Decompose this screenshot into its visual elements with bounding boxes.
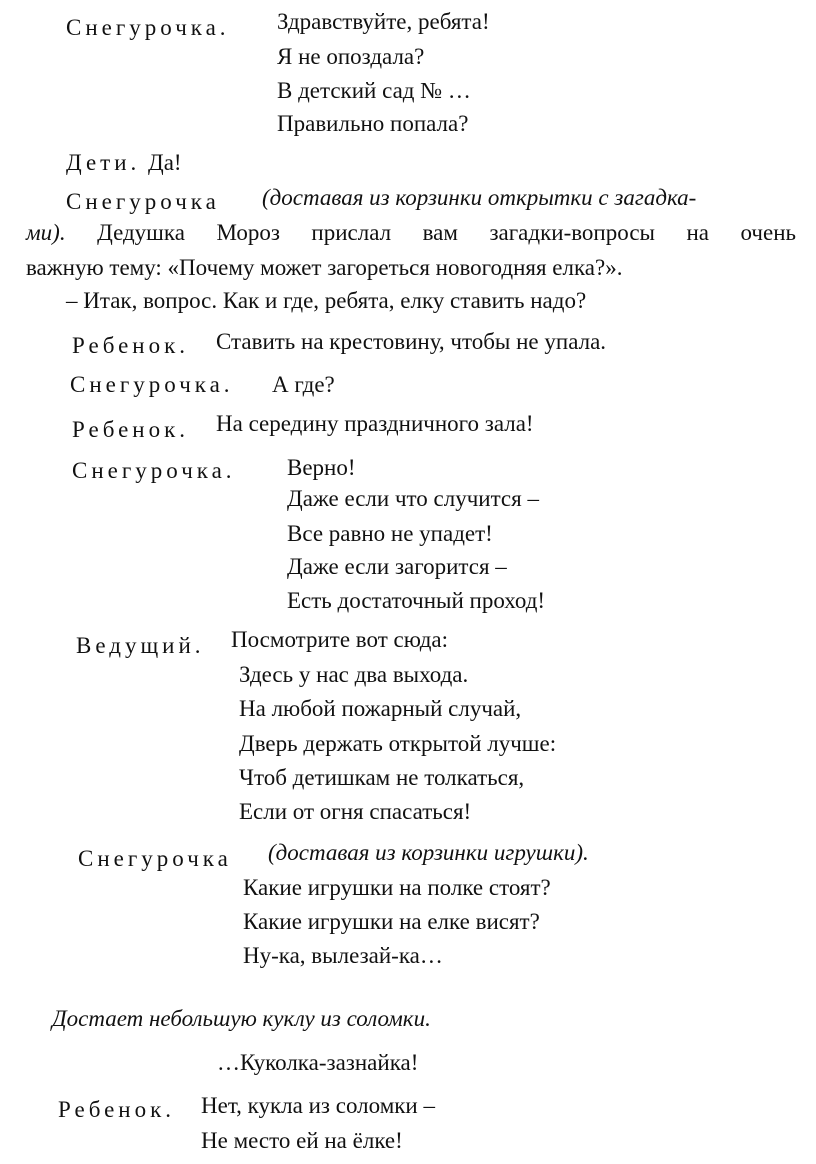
speaker-label: Ведущий. xyxy=(76,633,205,658)
verse-line: Есть достаточный проход! xyxy=(287,588,546,613)
stage-direction: (доставая из корзинки игрушки). xyxy=(268,840,589,865)
verse-line: Какие игрушки на елке висят? xyxy=(243,909,540,934)
verse-line: Я не опоздала? xyxy=(277,44,425,69)
verse-line: Правильно попала? xyxy=(277,111,469,136)
dialogue-text: Дедушка Мороз прислал вам загадки-вопросы на очень xyxy=(97,220,796,245)
verse-line: Верно! xyxy=(287,455,356,480)
verse-line: Нет, кукла из соломки – xyxy=(201,1093,435,1118)
verse-line: Чтоб детишкам не толкаться, xyxy=(239,765,525,790)
paragraph xyxy=(26,221,796,244)
dialogue-text: – Итак, вопрос. Как и где, ребята, елку ставить надо? xyxy=(66,288,587,313)
speaker-label: Снегурочка. xyxy=(70,372,234,397)
stage-direction: Достает небольшую куклу из соломки. xyxy=(52,1006,431,1031)
speaker-label: Снегурочка. xyxy=(72,458,236,483)
stage-direction: (доставая из корзинки открытки с загадка- xyxy=(262,185,697,210)
verse-line: На любой пожарный случай, xyxy=(239,696,522,721)
verse-line: Здравствуйте, ребята! xyxy=(277,9,490,34)
dialogue-text: важную тему: «Почему может загореться новогодняя елка?». xyxy=(26,255,623,280)
verse-line: Какие игрушки на полке стоят? xyxy=(243,875,551,900)
speaker-label: Снегурочка. xyxy=(66,15,230,40)
speaker-label: Снегурочка xyxy=(78,846,232,871)
verse-line: Здесь у нас два выхода. xyxy=(239,662,469,687)
verse-line: Ну-ка, вылезай-ка… xyxy=(243,943,443,968)
verse-line: Если от огня спасаться! xyxy=(239,799,472,824)
verse-line: …Куколка-зазнайка! xyxy=(217,1050,419,1075)
stage-direction: ми). xyxy=(26,220,66,245)
verse-line: Посмотрите вот сюда: xyxy=(231,627,449,652)
dialogue-text: Ставить на крестовину, чтобы не упала. xyxy=(216,329,607,354)
speaker-label: Ребенок. xyxy=(72,417,190,442)
verse-line: Все равно не упадет! xyxy=(287,521,493,546)
speaker-label: Снегурочка xyxy=(66,189,220,214)
dialogue-text: А где? xyxy=(272,372,335,397)
verse-line: В детский сад № … xyxy=(277,78,471,103)
speaker-label: Ребенок. xyxy=(72,333,190,358)
verse-line: Дверь держать открытой лучше: xyxy=(239,731,557,756)
dialogue-text: На середину праздничного зала! xyxy=(216,411,534,436)
speaker-label: Ребенок. xyxy=(58,1097,176,1122)
verse-line: Даже если загорится – xyxy=(287,554,507,579)
speaker-label: Дети. xyxy=(66,150,141,175)
verse-line: Не место ей на ёлке! xyxy=(201,1128,403,1153)
verse-line: Даже если что случится – xyxy=(287,486,539,511)
dialogue-text: Да! xyxy=(148,150,182,175)
